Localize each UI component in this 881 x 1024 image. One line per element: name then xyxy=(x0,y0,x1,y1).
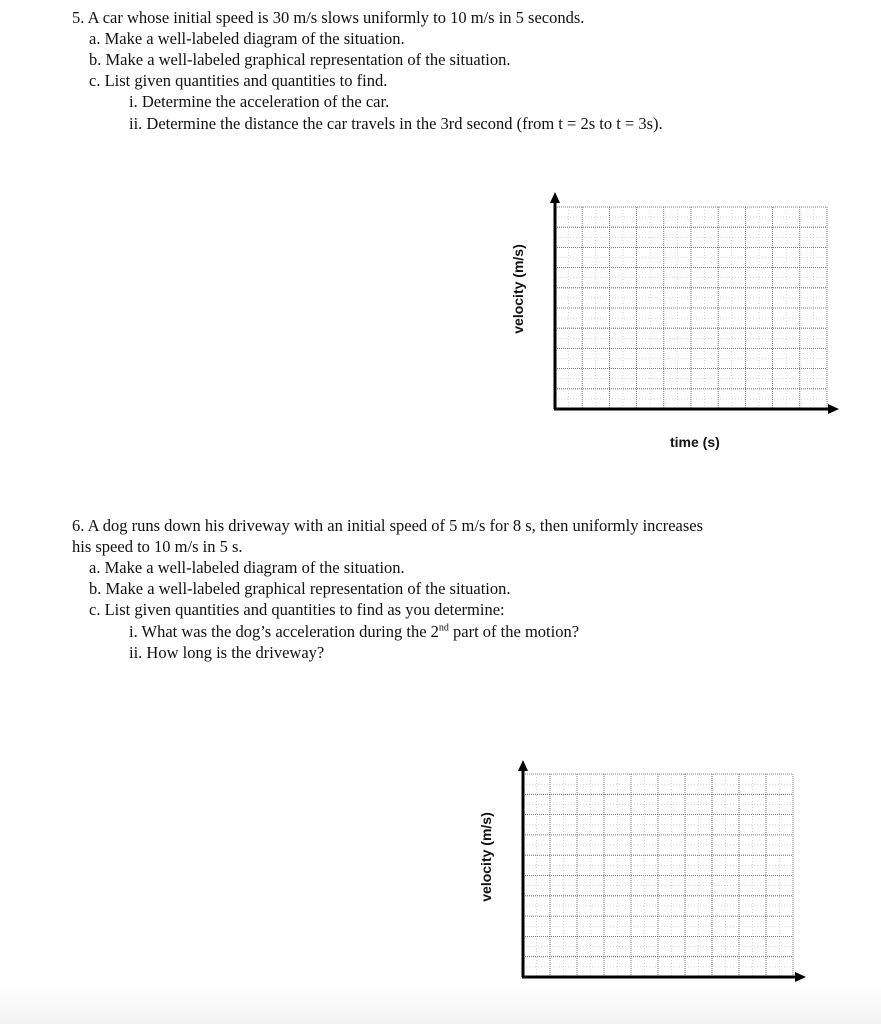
problem5-stem: 5. A car whose initial speed is 30 m/s slows uniformly to 10 m/s in 5 seconds. xyxy=(72,8,585,27)
problem6-stem-line2: his speed to 10 m/s in 5 s. xyxy=(72,537,243,556)
viewer-bottom-bar xyxy=(0,985,881,1024)
problem5-part-c-ii: ii. Determine the distance the car travels in the 3rd second (from t = 2s to t = 3s). xyxy=(129,114,663,133)
problem6-y-axis-label: velocity (m/s) xyxy=(478,812,494,902)
problem6-part-a: a. Make a well-labeled diagram of the situation. xyxy=(89,558,405,577)
problem5-part-b: b. Make a well-labeled graphical representation of the situation. xyxy=(89,50,511,69)
problem6-stem-line1: 6. A dog runs down his driveway with an initial speed of 5 m/s for 8 s, then uniformly increases xyxy=(72,516,704,535)
problem5-x-axis-label: time (s) xyxy=(670,434,720,450)
problem5-part-c-i: i. Determine the acceleration of the car. xyxy=(129,92,390,111)
problem5-part-c: c. List given quantities and quantities to find. xyxy=(89,71,388,90)
problem6-part-b: b. Make a well-labeled graphical representation of the situation. xyxy=(89,579,511,598)
problem6-x-arrowhead xyxy=(795,972,806,982)
problem6-part-c-ii: ii. How long is the driveway? xyxy=(129,643,325,662)
problem6-grid xyxy=(523,774,793,977)
problem6-part-c: c. List given quantities and quantities to find as you determine: xyxy=(89,600,505,619)
problem6-part-c-i: i. What was the dog’s acceleration during the 2nd part of the motion? xyxy=(129,622,580,641)
problem5-y-axis-label: velocity (m/s) xyxy=(510,244,526,334)
problem6-y-arrowhead xyxy=(518,760,528,771)
problem5-part-a: a. Make a well-labeled diagram of the situation. xyxy=(89,29,405,48)
